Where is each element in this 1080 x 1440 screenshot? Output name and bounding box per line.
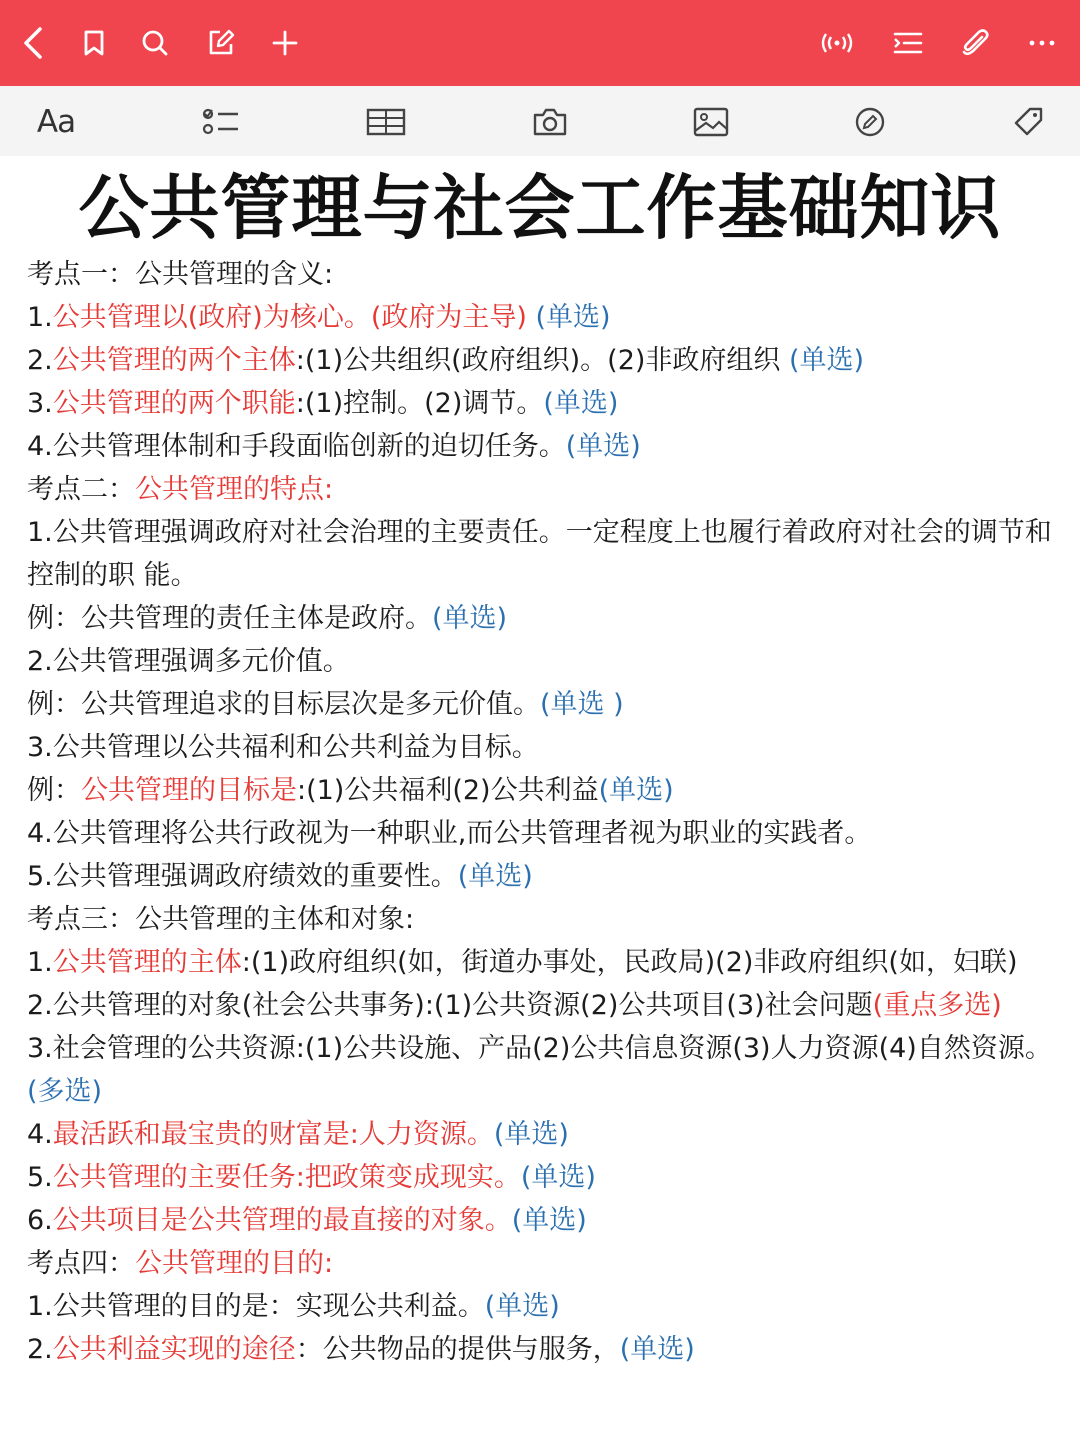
note-line xyxy=(27,339,1067,382)
highlight-red-text: 最活跃和最宝贵的财富是:人力资源。 xyxy=(52,1119,494,1150)
note-text: 5. xyxy=(27,1162,53,1193)
note-line xyxy=(27,425,1067,468)
note-text: 考点三：公共管理的主体和对象: xyxy=(27,904,415,935)
question-type-tag: (单选) xyxy=(526,302,611,333)
question-type-tag: (单选) xyxy=(484,1291,560,1322)
question-type-tag: (多选) xyxy=(27,1076,103,1107)
note-line xyxy=(27,855,1067,898)
question-type-tag: (单选) xyxy=(457,861,533,892)
back-icon[interactable] xyxy=(14,22,56,64)
note-line xyxy=(27,1285,1067,1328)
note-text: 3.公共管理以公共福利和公共利益为目标。 xyxy=(27,732,539,763)
camera-icon[interactable] xyxy=(528,100,572,144)
format-toolbar xyxy=(0,86,1080,156)
note-line xyxy=(27,941,1067,984)
note-text: 3.社会管理的公共资源:(1)公共设施、产品(2)公共信息资源(3)人力资源(4)自然资源。 xyxy=(27,1033,1052,1064)
page-title: 公共管理与社会工作基础知识 xyxy=(78,167,1002,249)
note-line xyxy=(27,511,1067,597)
note-text: :(1)公共组织(政府组织)。(2)非政府组织 xyxy=(295,345,790,376)
note-text: 1.公共管理强调政府对社会治理的主要责任。一定程度上也履行着政府对社会的调节和控制的职 能。 xyxy=(27,517,1052,591)
note-text: 考点二： xyxy=(27,474,135,505)
note-text: 考点四： xyxy=(27,1248,135,1279)
highlight-red-text: 公共管理的两个主体 xyxy=(52,345,296,376)
font-format-label: Aa xyxy=(36,104,76,140)
image-icon[interactable] xyxy=(689,100,733,144)
highlight-red-text: 公共管理的两个职能 xyxy=(52,388,296,419)
highlight-red-text: 公共利益实现的途径 xyxy=(52,1334,296,1365)
note-line xyxy=(27,1113,1067,1156)
note-text: 5.公共管理强调政府绩效的重要性。 xyxy=(27,861,458,892)
note-line xyxy=(27,382,1067,425)
note-line xyxy=(27,597,1067,640)
note-line xyxy=(27,898,1067,941)
highlight-red-text: 公共管理的目的: xyxy=(135,1248,334,1279)
note-text: 4.公共管理将公共行政视为一种职业,而公共管理者视为职业的实践者。 xyxy=(27,818,872,849)
note-text: :(1)政府组织(如，街道办事处，民政局)(2)非政府组织(如，妇联) xyxy=(241,947,1018,978)
note-line xyxy=(27,253,1067,296)
note-text: 2. xyxy=(27,345,53,376)
font-format-button[interactable] xyxy=(34,100,78,144)
highlight-red-text: 公共管理的目标是 xyxy=(81,775,297,806)
note-text: :(1)控制。(2)调节。 xyxy=(295,388,544,419)
more-icon[interactable] xyxy=(1021,22,1063,64)
question-type-tag: (单选) xyxy=(619,1334,695,1365)
note-text: :(1)公共福利(2)公共利益 xyxy=(297,775,599,806)
question-type-tag: (单选) xyxy=(520,1162,596,1193)
plus-icon[interactable] xyxy=(264,22,306,64)
note-line xyxy=(27,726,1067,769)
question-type-tag: (单选 ) xyxy=(540,689,624,720)
question-type-tag: (单选) xyxy=(543,388,619,419)
note-text: ：公共物品的提供与服务， xyxy=(295,1334,620,1365)
tag-icon[interactable] xyxy=(1006,100,1050,144)
note-text: 1. xyxy=(27,302,53,333)
highlight-red-text: (重点多选) xyxy=(872,990,1002,1021)
note-line xyxy=(27,1199,1067,1242)
top-nav-bar xyxy=(0,0,1080,86)
note-text: 例：公共管理的责任主体是政府。 xyxy=(27,603,432,634)
note-line xyxy=(27,1242,1067,1285)
bookmark-icon[interactable] xyxy=(73,22,115,64)
note-line xyxy=(27,1156,1067,1199)
question-type-tag: (单选) xyxy=(565,431,641,462)
question-type-tag: (单选) xyxy=(432,603,508,634)
drawing-icon[interactable] xyxy=(848,100,892,144)
search-icon[interactable] xyxy=(134,22,176,64)
highlight-red-text: 公共项目是公共管理的最直接的对象。 xyxy=(52,1205,512,1236)
note-text: 例：公共管理追求的目标层次是多元价值。 xyxy=(27,689,540,720)
note-text: 4.公共管理体制和手段面临创新的迫切任务。 xyxy=(27,431,566,462)
note-text: 2. xyxy=(27,1334,53,1365)
note-text: 1. xyxy=(27,947,53,978)
note-text: 例： xyxy=(27,775,81,806)
note-line xyxy=(27,769,1067,812)
note-text: 2.公共管理的对象(社会公共事务):(1)公共资源(2)公共项目(3)社会问题 xyxy=(27,990,873,1021)
checklist-icon[interactable] xyxy=(199,100,243,144)
highlight-red-text: 公共管理的特点: xyxy=(135,474,334,505)
question-type-tag: (单选) xyxy=(493,1119,569,1150)
outline-icon[interactable] xyxy=(887,22,929,64)
attachment-icon[interactable] xyxy=(954,22,996,64)
table-icon[interactable] xyxy=(364,100,408,144)
highlight-red-text: 公共管理的主要任务:把政策变成现实。 xyxy=(52,1162,521,1193)
edit-icon[interactable] xyxy=(200,22,242,64)
note-line xyxy=(27,640,1067,683)
note-text: 4. xyxy=(27,1119,53,1150)
note-text: 1.公共管理的目的是：实现公共利益。 xyxy=(27,1291,485,1322)
note-text: 考点一：公共管理的含义: xyxy=(27,259,334,290)
note-line xyxy=(27,1027,1067,1113)
note-body[interactable] xyxy=(27,253,1067,1371)
note-line xyxy=(27,984,1067,1027)
note-line xyxy=(27,468,1067,511)
highlight-red-text: 公共管理以(政府)为核心。(政府为主导) xyxy=(52,302,527,333)
question-type-tag: (单选) xyxy=(789,345,865,376)
question-type-tag: (单选) xyxy=(511,1205,587,1236)
note-text: 6. xyxy=(27,1205,53,1236)
note-text: 3. xyxy=(27,388,53,419)
question-type-tag: (单选) xyxy=(598,775,674,806)
highlight-red-text: 公共管理的主体 xyxy=(52,947,242,978)
note-line xyxy=(27,812,1067,855)
note-line xyxy=(27,1328,1067,1371)
note-line xyxy=(27,296,1067,339)
broadcast-icon[interactable] xyxy=(816,22,858,64)
note-line xyxy=(27,683,1067,726)
note-text: 2.公共管理强调多元价值。 xyxy=(27,646,350,677)
